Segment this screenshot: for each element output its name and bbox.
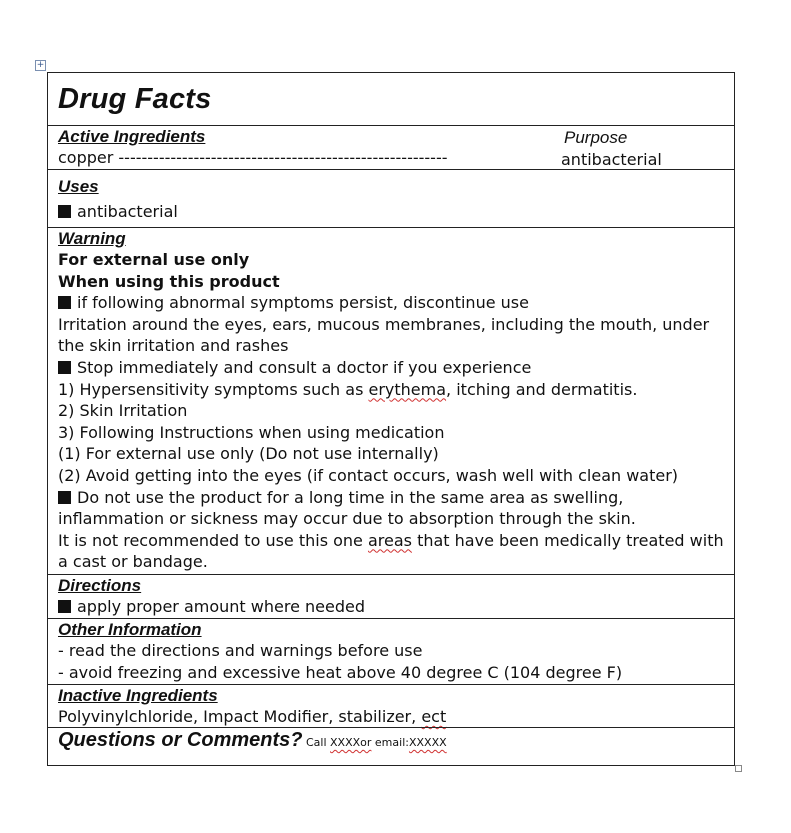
title-row bbox=[48, 73, 734, 125]
warning-paragraph-2-post: that have been medically treated with a cast or bandage. bbox=[58, 530, 724, 572]
table-move-handle[interactable]: + bbox=[36, 60, 45, 70]
other-information-section bbox=[48, 618, 734, 684]
page-title: Drug Facts bbox=[58, 83, 212, 115]
directions-section bbox=[48, 574, 734, 618]
warning-bullet-3: Do not use the product for a long time in the same area as swelling, inflammation or sickness may occur due to absorption through the skin. bbox=[58, 487, 724, 530]
inactive-ingredients-text bbox=[58, 706, 724, 728]
warning-bullet-1: if following abnormal symptoms persist, discontinue use bbox=[58, 292, 724, 314]
phone-placeholder[interactable]: XXXXor bbox=[330, 736, 372, 749]
inactive-ingredients-heading: Inactive Ingredients bbox=[58, 686, 218, 705]
drug-facts-table bbox=[47, 72, 735, 766]
questions-line bbox=[58, 728, 724, 752]
warning-section bbox=[48, 227, 734, 574]
warning-paragraph-1: Irritation around the eyes, ears, mucous membranes, including the mouth, under the skin irritation and rashes bbox=[58, 314, 710, 356]
questions-heading: Questions or Comments? bbox=[58, 729, 303, 751]
spellcheck-word[interactable]: areas bbox=[367, 530, 412, 550]
call-label: Call bbox=[302, 736, 331, 749]
email-placeholder[interactable]: XXXXX bbox=[408, 736, 447, 749]
directions-item: apply proper amount where needed bbox=[58, 596, 724, 618]
other-line-2: - avoid freezing and excessive heat above 40 degree C (104 degree F) bbox=[58, 662, 623, 682]
inactive-text-pre: Polyvinylchloride, Impact Modifier, stabilizer, bbox=[58, 707, 422, 726]
purpose-value: antibacterial bbox=[561, 150, 662, 169]
warning-list-1-post: , itching and dermatitis. bbox=[446, 379, 638, 399]
other-line-1: - read the directions and warnings before use bbox=[58, 641, 423, 660]
active-ingredients-section bbox=[48, 125, 734, 169]
warning-list-3: 3) Following Instructions when using medication bbox=[58, 422, 445, 442]
spellcheck-word[interactable]: erythema bbox=[368, 379, 447, 399]
active-ingredients-heading: Active Ingredients bbox=[58, 127, 206, 146]
warning-list-4: (1) For external use only (Do not use internally) bbox=[58, 444, 439, 464]
uses-section bbox=[48, 169, 734, 227]
email-label: email: bbox=[371, 736, 409, 749]
warning-bold-external: For external use only bbox=[58, 250, 250, 269]
warning-heading: Warning bbox=[58, 229, 126, 248]
warning-bold-when-using: When using this product bbox=[58, 271, 280, 291]
uses-heading: Uses bbox=[58, 177, 99, 196]
uses-item: antibacterial bbox=[58, 201, 724, 223]
other-information-heading: Other Information bbox=[58, 620, 202, 639]
warning-list-2: 2) Skin Irritation bbox=[58, 401, 188, 421]
purpose-heading: Purpose bbox=[564, 128, 628, 147]
active-ingredient-line: copper --------------------------------------------------------- bbox=[58, 148, 448, 167]
warning-bullet-2: Stop immediately and consult a doctor if you experience bbox=[58, 357, 724, 379]
warning-list-1 bbox=[58, 379, 724, 401]
questions-section bbox=[48, 727, 734, 765]
warning-paragraph-2-pre: It is not recommended to use this one bbox=[58, 530, 368, 550]
warning-list-5: (2) Avoid getting into the eyes (if contact occurs, wash well with clean water) bbox=[58, 465, 679, 485]
table-resize-handle[interactable] bbox=[735, 765, 742, 772]
directions-heading: Directions bbox=[58, 576, 142, 595]
spellcheck-word[interactable]: ect bbox=[421, 707, 447, 726]
inactive-ingredients-section bbox=[48, 684, 734, 727]
warning-paragraph-2 bbox=[58, 530, 724, 573]
warning-list-1-pre: 1) Hypersensitivity symptoms such as bbox=[58, 379, 369, 399]
